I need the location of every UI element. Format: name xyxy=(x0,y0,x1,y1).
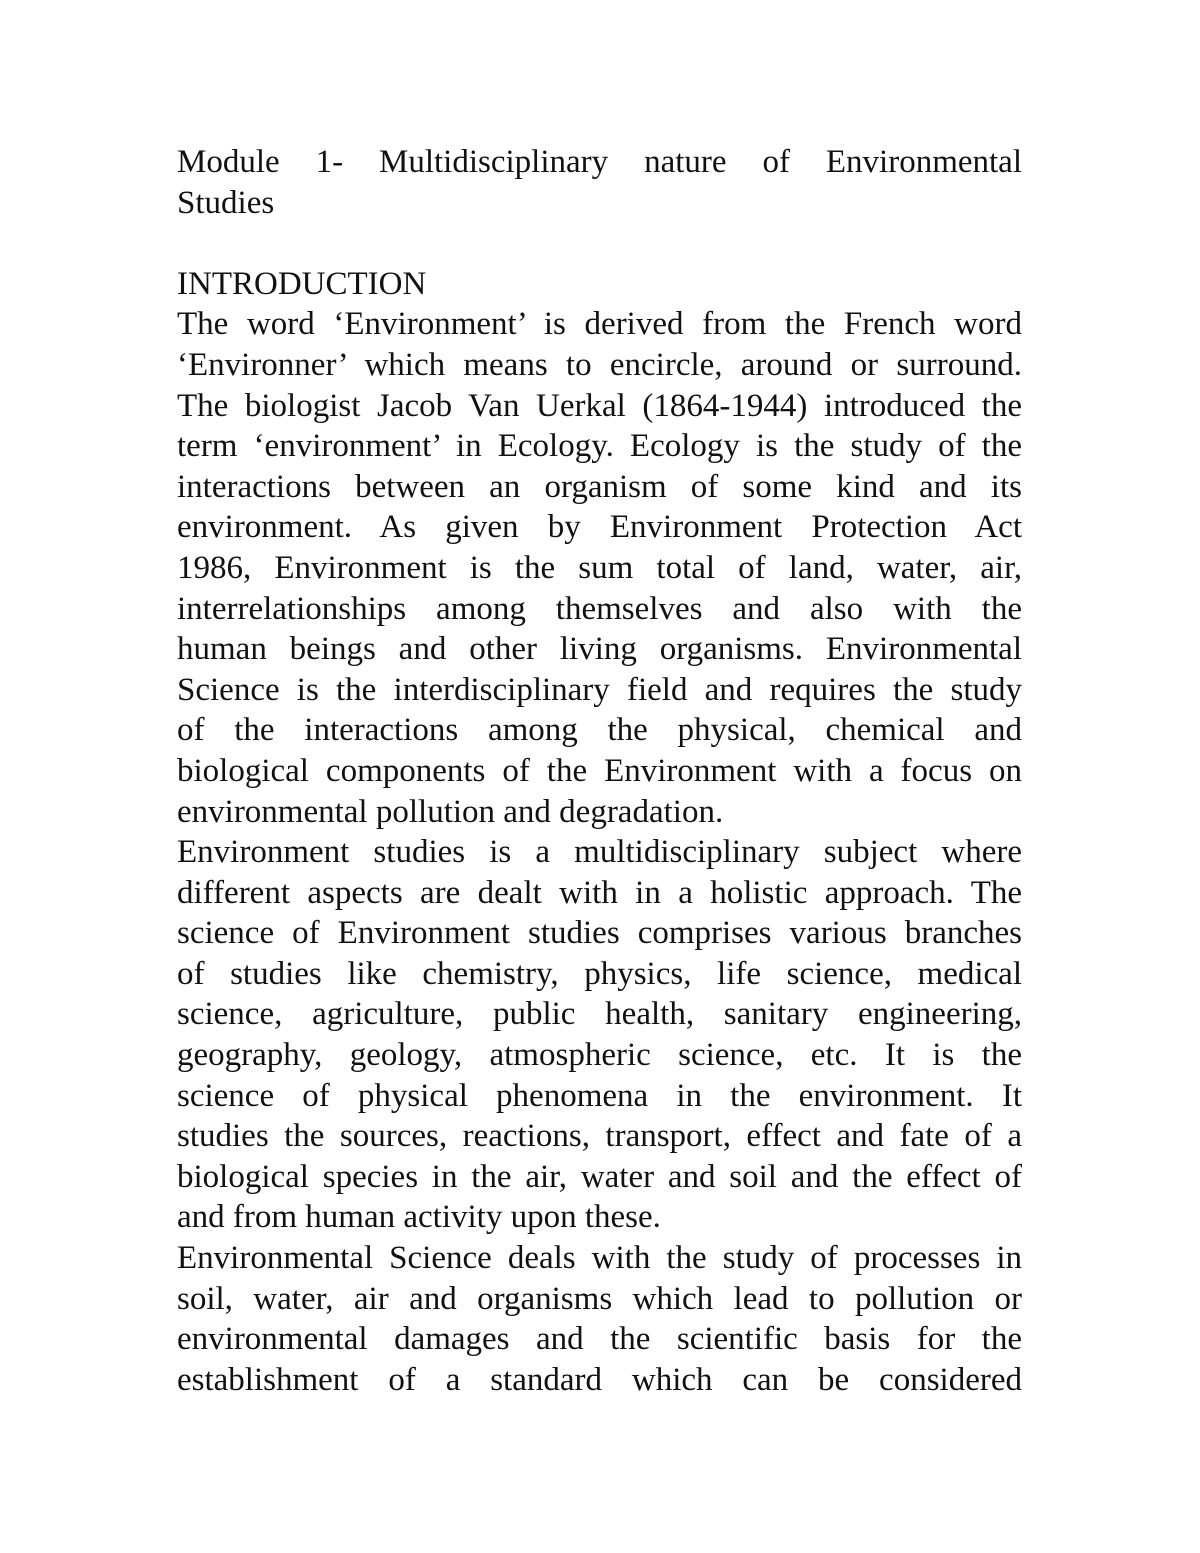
text-line: The biologist Jacob Van Uerkal (1864-1944) introduced the xyxy=(177,387,1022,424)
text-line: soil, water, air and organisms which lead to pollution or xyxy=(177,1280,1022,1317)
text-line: ‘Environner’ which means to encircle, around or surround. xyxy=(177,346,1022,383)
text-line: term ‘environment’ in Ecology. Ecology is the study of the xyxy=(177,428,1022,465)
text-line: 1986, Environment is the sum total of land, water, air, xyxy=(177,549,1022,586)
paragraph-2 xyxy=(177,832,1022,1238)
text-line: science of physical phenomena in the environment. It xyxy=(177,1077,1022,1114)
text-line: Environment studies is a multidisciplinary subject where xyxy=(177,834,1022,871)
title-line: Studies xyxy=(177,184,275,221)
text-line: studies the sources, reactions, transport, effect and fate of a xyxy=(177,1118,1022,1155)
text-line: establishment of a standard which can be considered xyxy=(177,1361,1022,1398)
text-line: The word ‘Environment’ is derived from the French word xyxy=(177,306,1022,343)
page-title xyxy=(177,142,1022,223)
text-line: environmental pollution and degradation. xyxy=(177,793,724,830)
text-line: environmental damages and the scientific basis for the xyxy=(177,1321,1022,1358)
text-line: biological species in the air, water and soil and the effect of xyxy=(177,1158,1022,1195)
text-line: environment. As given by Environment Protection Act xyxy=(177,509,1022,546)
title-line: Module 1- Multidisciplinary nature of Environmental xyxy=(177,144,1022,180)
text-line: human beings and other living organisms. Environmental xyxy=(177,631,1022,668)
text-line: and from human activity upon these. xyxy=(177,1199,661,1236)
text-line: of the interactions among the physical, chemical and xyxy=(177,712,1022,749)
text-line: of studies like chemistry, physics, life science, medical xyxy=(177,955,1022,992)
text-line: interrelationships among themselves and also with the xyxy=(177,590,1022,627)
text-line: geography, geology, atmospheric science, etc. It is the xyxy=(177,1037,1022,1074)
text-line: science, agriculture, public health, sanitary engineering, xyxy=(177,996,1022,1033)
paragraph-3 xyxy=(177,1238,1022,1400)
section-heading: INTRODUCTION xyxy=(177,265,427,302)
text-line: science of Environment studies comprises various branches xyxy=(177,915,1022,952)
text-line: Environmental Science deals with the study of processes in xyxy=(177,1240,1022,1277)
text-line: biological components of the Environment with a focus on xyxy=(177,752,1022,789)
text-line: interactions between an organism of some kind and its xyxy=(177,468,1022,505)
text-line: different aspects are dealt with in a holistic approach. The xyxy=(177,874,1022,911)
text-line: Science is the interdisciplinary field and requires the study xyxy=(177,671,1022,708)
document-body xyxy=(177,142,1022,1400)
paragraph-1 xyxy=(177,304,1022,832)
